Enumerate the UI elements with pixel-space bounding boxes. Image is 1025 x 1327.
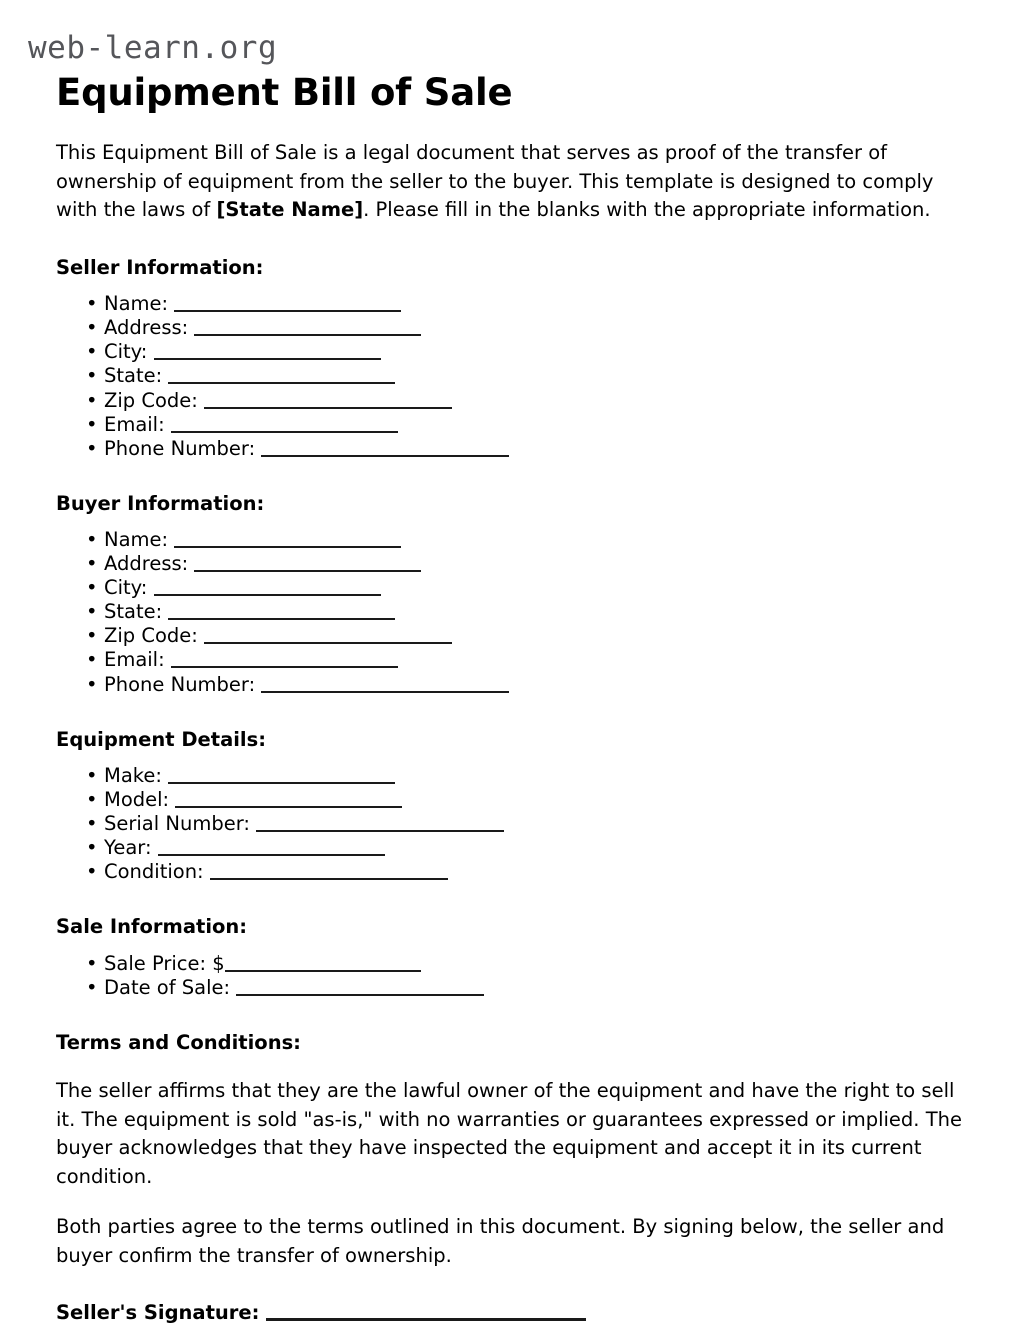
intro-text-before: This Equipment Bill of Sale is a legal document that serves as proof of the transfer of ownership of equipment from the seller to the buyer. This template is designed to comply with the laws of [56, 141, 934, 222]
field-label: Email: [104, 648, 171, 672]
field-blank[interactable] [225, 952, 421, 972]
field-row [104, 292, 963, 316]
field-blank[interactable] [194, 552, 421, 572]
field-label: City: [104, 340, 154, 364]
field-blank[interactable] [174, 292, 401, 312]
field-blank[interactable] [204, 389, 452, 409]
field-row [104, 413, 963, 437]
field-row [104, 812, 963, 836]
field-blank[interactable] [171, 649, 398, 669]
sale-information-fields [56, 940, 963, 1000]
field-blank[interactable] [154, 340, 381, 360]
field-label: Email: [104, 412, 171, 436]
field-blank[interactable] [175, 788, 402, 808]
field-blank[interactable] [154, 576, 381, 596]
field-label: Name: [104, 528, 175, 552]
field-label: Name: [104, 292, 175, 316]
field-label: State: [104, 600, 169, 624]
field-row [104, 976, 963, 1000]
terms-paragraph-1: The seller affirms that they are the lawful owner of the equipment and have the right to sell it. The equipment is sold "as-is," with no warranties or guarantees expressed or implied. The buyer acknowledges that they have inspected the equipment and accept it in its current condition. [56, 1079, 962, 1188]
page-title: Equipment Bill of Sale [56, 71, 513, 114]
field-label: Model: [104, 788, 176, 812]
field-row [104, 576, 963, 600]
seller-information-fields [56, 280, 963, 461]
field-blank[interactable] [168, 764, 395, 784]
seller-signature-label: Seller's Signature: [56, 1301, 260, 1325]
field-row [104, 316, 963, 340]
intro-paragraph [56, 113, 963, 224]
field-row [104, 528, 963, 552]
field-blank[interactable] [158, 836, 385, 856]
seller-information-heading: Seller Information: [56, 255, 264, 279]
field-blank[interactable] [168, 364, 395, 384]
field-blank[interactable] [256, 812, 504, 832]
field-row [104, 952, 963, 976]
field-label: City: [104, 576, 154, 600]
buyer-information-heading: Buyer Information: [56, 491, 265, 515]
field-label: Serial Number: [104, 812, 257, 836]
terms-paragraph-2: Both parties agree to the terms outlined in this document. By signing below, the seller and buyer confirm the transfer of ownership. [56, 1215, 945, 1267]
field-label: Make: [104, 763, 169, 787]
field-label: Date of Sale: [104, 975, 237, 999]
field-label: Zip Code: [104, 624, 205, 648]
seller-signature-line [56, 1270, 963, 1325]
field-label: Sale Price: $ [104, 951, 225, 975]
field-blank[interactable] [261, 437, 509, 457]
field-row [104, 788, 963, 812]
intro-text-after: . Please fill in the blanks with the appropriate information. [363, 198, 931, 222]
field-row [104, 673, 963, 697]
field-row [104, 764, 963, 788]
buyer-information-fields [56, 516, 963, 697]
site-watermark: web-learn.org [28, 30, 278, 66]
field-blank[interactable] [174, 528, 401, 548]
state-name-placeholder: [State Name] [216, 198, 364, 222]
field-label: State: [104, 364, 169, 388]
field-blank[interactable] [168, 600, 395, 620]
field-label: Address: [104, 552, 195, 576]
equipment-details-heading: Equipment Details: [56, 727, 267, 751]
seller-signature-blank[interactable] [266, 1300, 586, 1321]
field-blank[interactable] [171, 413, 398, 433]
field-label: Address: [104, 316, 195, 340]
field-row [104, 340, 963, 364]
field-row [104, 624, 963, 648]
field-label: Condition: [104, 860, 210, 884]
field-label: Zip Code: [104, 388, 205, 412]
terms-and-conditions-heading: Terms and Conditions: [56, 1030, 301, 1054]
field-blank[interactable] [261, 673, 509, 693]
field-blank[interactable] [210, 860, 448, 880]
field-label: Phone Number: [104, 672, 262, 696]
field-row [104, 836, 963, 860]
field-row [104, 389, 963, 413]
field-row [104, 437, 963, 461]
sale-information-heading: Sale Information: [56, 915, 248, 939]
field-label: Year: [104, 836, 158, 860]
field-row [104, 552, 963, 576]
field-blank[interactable] [194, 316, 421, 336]
field-row [104, 600, 963, 624]
field-blank[interactable] [236, 976, 484, 996]
field-row [104, 364, 963, 388]
equipment-details-fields [56, 752, 963, 884]
field-row [104, 648, 963, 672]
field-row [104, 860, 963, 884]
field-blank[interactable] [204, 624, 452, 644]
field-label: Phone Number: [104, 436, 262, 460]
